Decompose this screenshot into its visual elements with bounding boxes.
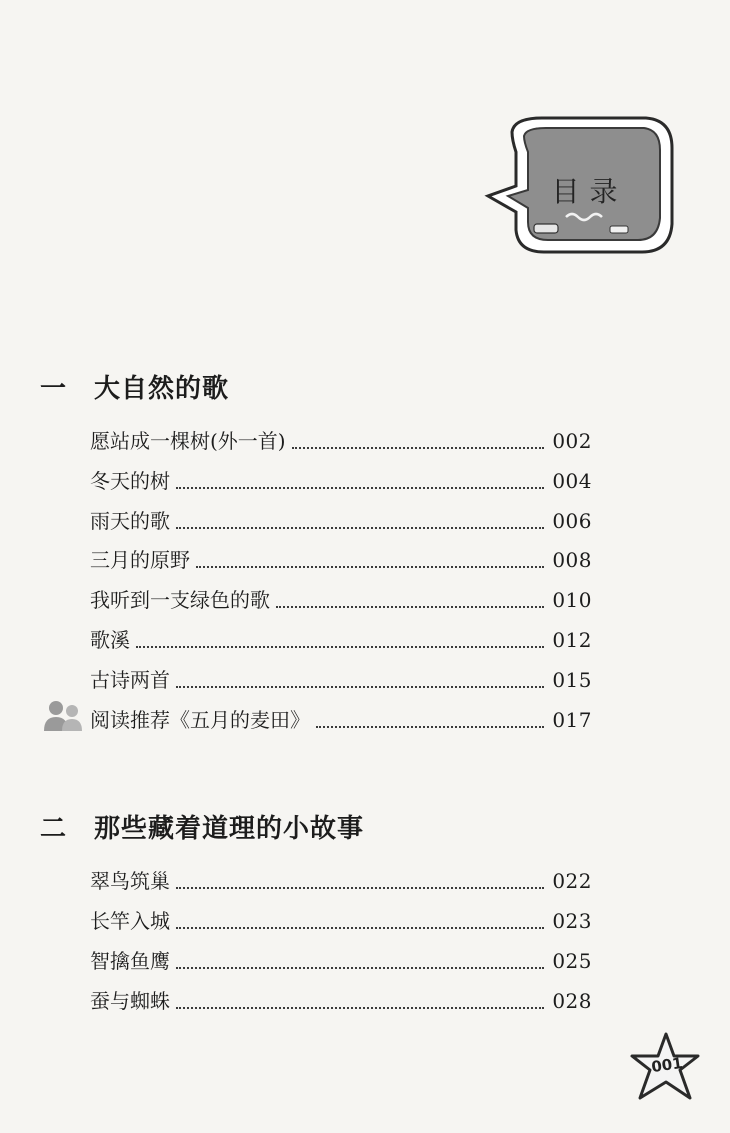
toc-entry[interactable] [90,625,592,655]
dot-leader [176,686,544,688]
dot-leader [136,646,544,648]
toc-entry[interactable] [90,866,592,896]
toc-entry-page: 004 [552,469,592,493]
toc-entry[interactable] [90,426,592,456]
toc-entry-title: 阅读推荐《五月的麦田》 [90,708,310,732]
dot-leader [176,927,544,929]
dot-leader [176,887,544,889]
toc-entry-title: 雨天的歌 [90,509,170,533]
dot-leader [316,726,544,728]
toc-entry-page: 015 [552,668,592,692]
dot-leader [176,967,544,969]
toc-entry[interactable] [90,466,592,496]
toc-entry-page: 006 [552,509,592,533]
toc-title: 目录 [551,175,628,208]
toc-entry[interactable] [90,506,592,536]
section-number: 一 [40,374,67,404]
toc-entry[interactable] [90,946,592,976]
section-title: 那些藏着道理的小故事 [94,814,365,844]
toc-entry-title: 我听到一支绿色的歌 [90,588,270,612]
toc-entry-title: 冬天的树 [90,469,170,493]
toc-entry-title: 愿站成一棵树(外一首) [90,429,286,453]
toc-entry-page: 025 [552,949,592,973]
toc-entry-page: 002 [552,429,592,453]
toc-entry-page: 012 [552,628,592,652]
toc-entry[interactable] [90,705,592,735]
section-number: 二 [40,814,67,844]
section-title: 大自然的歌 [94,374,230,404]
toc-entry[interactable] [90,585,592,615]
toc-entry-title: 三月的原野 [90,548,190,572]
toc-entry-page: 010 [552,588,592,612]
dot-leader [176,527,544,529]
dot-leader [176,1007,544,1009]
toc-entry-title: 古诗两首 [90,668,170,692]
toc-entry[interactable] [90,906,592,936]
toc-entry-page: 028 [552,989,592,1013]
reading-recommendation-icon [42,698,84,732]
toc-entry-page: 023 [552,909,592,933]
toc-entry-title: 歌溪 [90,628,130,652]
toc-entry-page: 022 [552,869,592,893]
toc-entry[interactable] [90,665,592,695]
toc-entry-title: 智擒鱼鹰 [90,949,170,973]
page-number: 001 [650,1053,684,1077]
section-short-stories [0,808,730,856]
toc-heading-badge [482,112,678,262]
toc-entry-page: 017 [552,708,592,732]
dot-leader [196,566,544,568]
toc-entry-title: 翠鸟筑巢 [90,869,170,893]
toc-entry-title: 蚕与蜘蛛 [90,989,170,1013]
toc-entry-title: 长竿入城 [90,909,170,933]
toc-entry-page: 008 [552,548,592,572]
section-nature-songs [0,368,730,416]
toc-entry[interactable] [90,545,592,575]
toc-entry[interactable] [90,986,592,1016]
dot-leader [276,606,544,608]
dot-leader [292,447,545,449]
dot-leader [176,487,544,489]
